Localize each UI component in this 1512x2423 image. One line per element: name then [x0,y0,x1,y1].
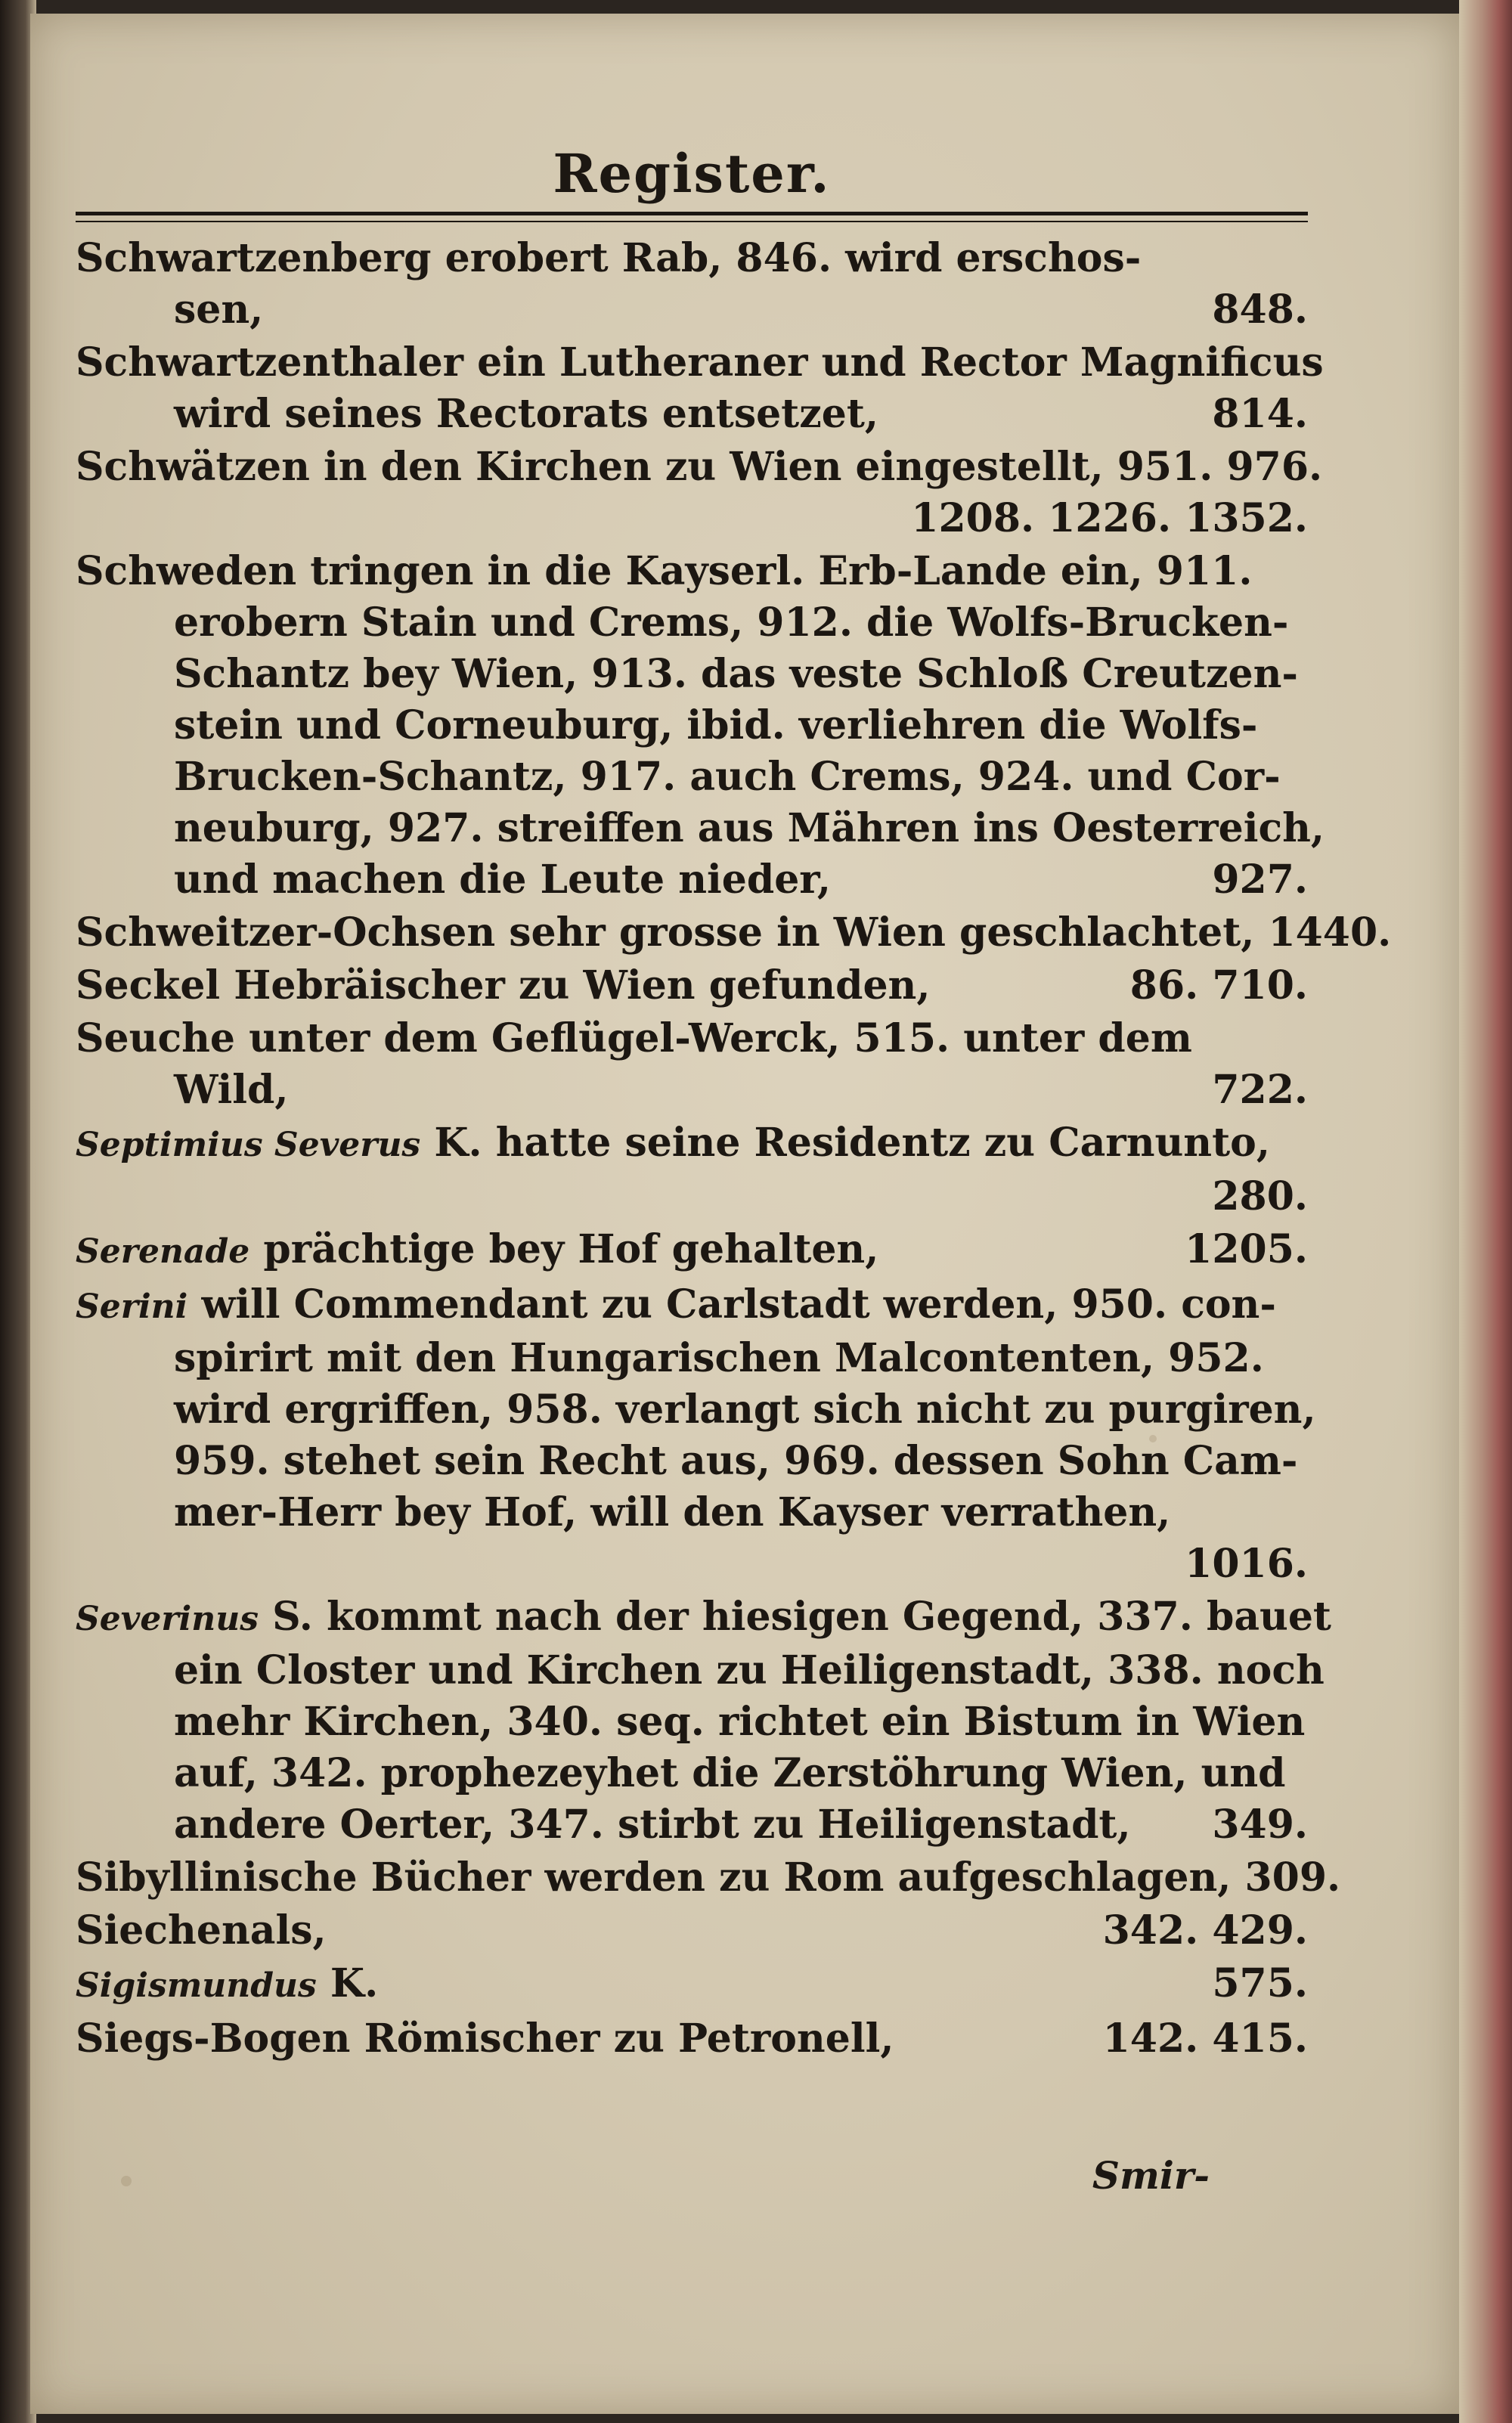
page-title: Register. [553,142,831,205]
entry-line: erobern Stain und Crems, 912. die Wolfs-Brucken- [174,600,1289,646]
register-entry [76,1013,1308,1116]
entry-line: mer-Herr bey Hof, will den Kayser verrathen, [174,1489,1171,1535]
entry-text: und machen die Leute nieder, [174,857,832,903]
entry-line: Sibyllinische Bücher werden zu Rom aufgeschlagen, 309. [76,1854,1341,1901]
entry-text: prächtige bey Hof gehalten, [263,1226,879,1272]
entry-line [76,960,1308,1012]
register-entry [76,1905,1308,1957]
entry-text: Siegs-Bogen Römischer zu Petronell, [76,2016,894,2062]
entry-headword: Septimius Severus [76,1126,421,1164]
register-entry [76,1224,1308,1278]
entry-text: Seckel Hebräischer zu Wien gefunden, [76,962,931,1009]
entry-line [76,1905,1308,1957]
register-entries [76,233,1392,2066]
register-entry [76,1958,1308,2012]
entry-line: 959. stehet sein Recht aus, 969. dessen Sohn Cam- [174,1438,1298,1484]
entry-page-ref: 927. [1212,857,1308,903]
register-entry [76,1279,1316,1590]
entry-line: Schwartzenthaler ein Lutheraner und Rector Magnificus [76,339,1324,386]
entry-headword: Serini [76,1287,188,1326]
entry-page-ref: 86. 710. [1129,962,1308,1009]
entry-text: S. kommt nach der hiesigen Gegend, 337. bauet [272,1594,1331,1640]
register-entry [76,546,1325,906]
entry-line [76,1799,1308,1851]
catchword: Smir- [1092,2153,1210,2198]
entry-line: Schweitzer-Ochsen sehr grosse in Wien geschlachtet, 1440. [76,909,1392,956]
register-entry [76,337,1324,440]
entry-text: will Commendant zu Carlstadt werden, 950. con- [201,1281,1276,1328]
register-entry [76,1117,1308,1222]
entry-line: Schantz bey Wien, 913. das veste Schloß Creutzen- [174,651,1299,697]
entry-page-ref: 342. 429. [1102,1907,1308,1954]
entry-line [76,1279,1308,1333]
entry-line: Schwartzenberg erobert Rab, 846. wird erschos- [76,235,1142,281]
register-entry [76,1591,1331,1851]
entry-page-ref: 722. [1212,1067,1308,1113]
entry-text: K. [330,1960,379,2006]
entry-headword: Sigismundus [76,1966,317,2005]
entry-page-ref: 814. [1212,391,1308,437]
book-page [30,14,1459,2414]
entry-page-ref: 575. [1212,1960,1308,2006]
entry-line: Seuche unter dem Geflügel-Werck, 515. unter dem [76,1015,1192,1061]
paper-spot [121,2176,132,2186]
register-entry [76,960,1308,1012]
entry-line [76,1117,1308,1171]
register-entry [76,907,1392,959]
entry-line: wird ergriffen, 958. verlangt sich nicht zu purgiren, [174,1387,1316,1433]
entry-line [76,2013,1308,2065]
entry-line [76,1064,1308,1116]
register-entry [76,1852,1341,1904]
entry-page-ref: 280. [1212,1173,1308,1219]
entry-page-ref: 1208. 1226. 1352. [911,495,1308,541]
page-fore-edge [1459,0,1512,2423]
entry-line: spirirt mit den Hungarischen Malcontenten, 952. [174,1335,1264,1381]
entry-text: Siechenals, [76,1907,327,1954]
entry-text: andere Oerter, 347. stirbt zu Heiligenstadt, [174,1802,1131,1848]
entry-page-ref: 142. 415. [1102,2016,1308,2062]
entry-line: Schweden tringen in die Kayserl. Erb-Lande ein, 911. [76,548,1253,594]
header-rule [76,212,1308,222]
entry-page-ref: 848. [1212,287,1308,333]
entry-line [76,1224,1308,1278]
entry-page-ref: 1016. [1185,1541,1308,1587]
entry-line [76,854,1308,906]
entry-page-ref: 1205. [1185,1226,1308,1272]
entry-line: auf, 342. prophezeyhet die Zerstöhrung Wien, und [174,1750,1286,1796]
entry-line: ein Closter und Kirchen zu Heiligenstadt, 338. noch [174,1647,1325,1693]
entry-text: Wild, [174,1067,289,1113]
register-entry [76,442,1323,544]
entry-text: sen, [174,287,264,333]
entry-line: stein und Corneuburg, ibid. verliehren die Wolfs- [174,702,1258,748]
entry-page-ref: 349. [1212,1802,1308,1848]
entry-line: neuburg, 927. streiffen aus Mähren ins Oesterreich, [174,805,1325,851]
register-entry [76,2013,1308,2065]
entry-line [76,1958,1308,2012]
entry-line: Schwätzen in den Kirchen zu Wien eingestellt, 951. 976. [76,444,1323,490]
entry-text: wird seines Rectorats entsetzet, [174,391,878,437]
entry-line: Brucken-Schantz, 917. auch Crems, 924. und Cor- [174,754,1281,800]
register-entry [76,233,1308,336]
entry-line [76,1591,1331,1645]
entry-line [76,389,1308,440]
entry-line [76,284,1308,336]
entry-text: K. hatte seine Residentz zu Carnunto, [434,1120,1270,1166]
entry-headword: Severinus [76,1600,259,1638]
entry-headword: Serenade [76,1232,250,1271]
entry-line: mehr Kirchen, 340. seq. richtet ein Bistum in Wien [174,1699,1306,1745]
